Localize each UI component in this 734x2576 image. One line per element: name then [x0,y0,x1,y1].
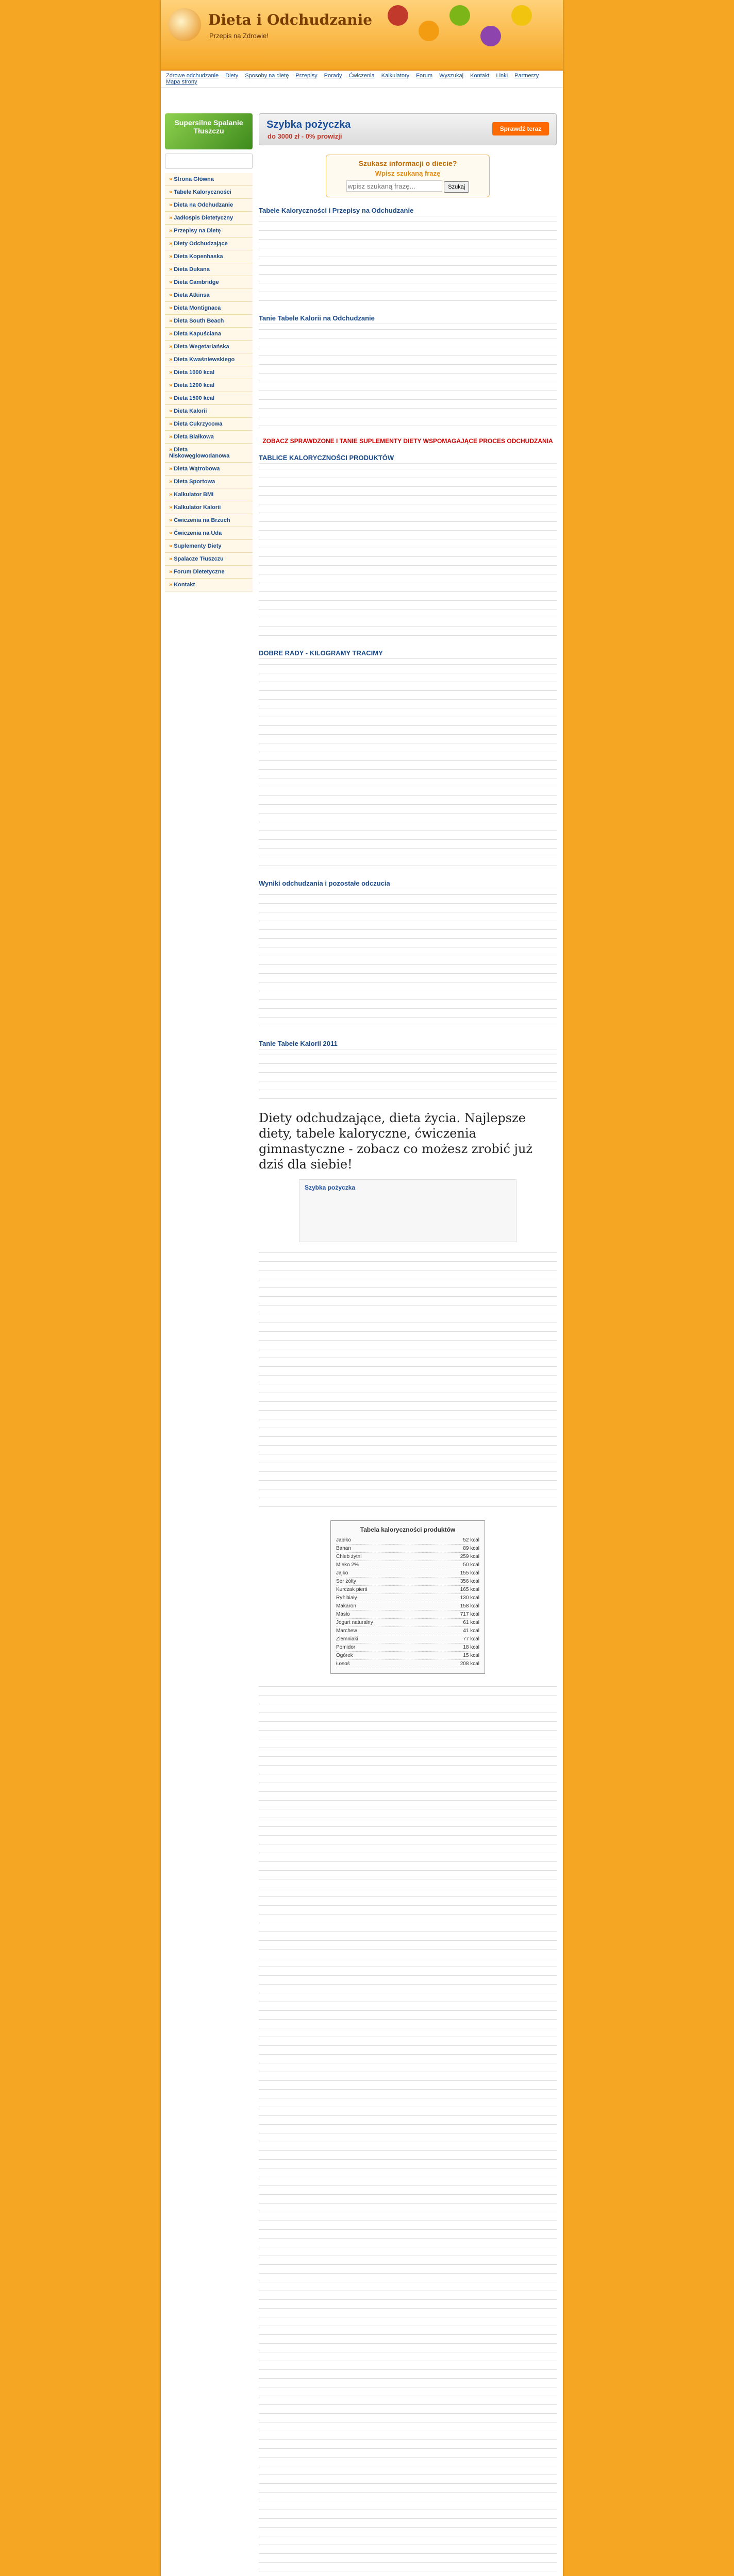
search-input[interactable] [346,180,442,192]
table-cell: Ziemniaki [336,1636,358,1642]
topnav-item[interactable]: Zdrowe odchudzanie [166,73,219,79]
sidebar-menu-item[interactable]: » Dieta Białkowa [165,431,253,444]
sidebar-menu-item[interactable]: » Forum Dietetyczne [165,566,253,579]
sidebar-banner[interactable]: Supersilne Spalanie Tłuszczu [165,113,253,149]
search-question: Szukasz informacji o diecie? [358,159,457,167]
sidebar-menu-item[interactable]: » Strona Główna [165,173,253,186]
article-text-block [259,466,557,640]
table-cell: Pomidor [336,1644,356,1650]
sidebar-menu-item[interactable]: » Spalacze Tłuszczu [165,553,253,566]
search-panel [326,155,490,197]
section-heading: Tanie Tabele Kalorii na Odchudzanie [259,314,557,324]
table-cell: Mleko 2% [336,1562,359,1568]
sidebar-menu-item[interactable]: » Kalkulator Kalorii [165,501,253,514]
section-heading: TABLICE KALORYCZNOŚCI PRODUKTÓW [259,454,557,464]
sidebar-menu-item[interactable]: » Dieta na Odchudzanie [165,199,253,212]
topnav-item[interactable]: Diety [225,73,239,79]
page-wrapper [161,0,563,2576]
table-cell: Kurczak pierś [336,1586,368,1592]
table-row [336,1594,479,1602]
table-cell: Marchew [336,1628,357,1634]
table-cell: Jajko [336,1570,348,1576]
table-cell: 18 kcal [463,1644,479,1650]
table-row [336,1569,479,1578]
table-row [336,1627,479,1635]
topnav-item[interactable]: Forum [416,73,433,79]
top-navigation [161,71,563,88]
topnav-item[interactable]: Partnerzy [514,73,539,79]
inline-ad-block[interactable] [299,1179,516,1242]
sidebar-menu-item[interactable]: » Dieta Sportowa [165,476,253,488]
sidebar-menu-item[interactable]: » Dieta Cambridge [165,276,253,289]
sidebar-menu-item[interactable]: » Dieta Cukrzycowa [165,418,253,431]
section-heading: DOBRE RADY - KILOGRAMY TRACIMY [259,649,557,659]
article-text-block [259,661,557,870]
topnav-item[interactable]: Sposoby na dietę [245,73,289,79]
topnav-item[interactable]: Przepisy [295,73,318,79]
table-cell: Masło [336,1611,350,1617]
topnav-item[interactable]: Ćwiczenia [348,73,375,79]
table-cell: 41 kcal [463,1628,479,1634]
sidebar-menu-item[interactable]: » Dieta 1000 kcal [165,366,253,379]
article-text-block [259,1052,557,1103]
search-subtitle: Wpisz szukaną frazę [375,170,441,177]
table-cell: 130 kcal [460,1595,479,1601]
table-cell: 77 kcal [463,1636,479,1642]
table-row [336,1660,479,1668]
section-heading: Tanie Tabele Kalorii 2011 [259,1040,557,1049]
sidebar-menu-item[interactable]: » Dieta Wątrobowa [165,463,253,476]
table-cell: 61 kcal [463,1619,479,1625]
sidebar-menu-item[interactable]: » Ćwiczenia na Uda [165,527,253,540]
sidebar-menu-item[interactable]: » Dieta Kalorii [165,405,253,418]
table-cell: 259 kcal [460,1553,479,1560]
table-cell: Jabłko [336,1537,351,1543]
ad-subtitle: do 3000 zł - 0% prowizji [268,132,342,140]
calorie-table-title: Tabela kaloryczności produktów [360,1526,456,1533]
topnav-item[interactable]: Wyszukaj [439,73,464,79]
site-header [161,0,563,71]
article-text-block [259,218,557,305]
site-title[interactable]: Dieta i Odchudzanie [208,11,373,28]
table-cell: 165 kcal [460,1586,479,1592]
article-text-block [259,326,557,430]
sidebar-menu-item[interactable]: » Przepisy na Dietę [165,225,253,238]
sidebar-menu-item[interactable]: » Dieta 1200 kcal [165,379,253,392]
table-cell: 155 kcal [460,1570,479,1576]
sidebar-menu-item[interactable]: » Dieta 1500 kcal [165,392,253,405]
table-row [336,1619,479,1627]
table-row [336,1602,479,1611]
topnav-item[interactable]: Linki [496,73,508,79]
sidebar-search-input[interactable] [165,154,253,169]
table-row [336,1561,479,1569]
sidebar-menu-item[interactable]: » Kontakt [165,579,253,591]
sidebar-menu-item[interactable]: » Dieta Niskowęglowodanowa [165,444,253,463]
top-ad-banner[interactable] [259,113,557,145]
ad-cta-button[interactable]: Sprawdź teraz [492,122,549,135]
table-row [336,1536,479,1545]
site-subtitle: Przepis na Zdrowie! [209,32,269,40]
sidebar-menu-item[interactable]: » Dieta Kwaśniewskiego [165,353,253,366]
sidebar-menu-item[interactable]: » Jadłospis Dietetyczny [165,212,253,225]
apple-icon [388,5,408,26]
section-heading: Wyniki odchudzania i pozostałe odczucia [259,879,557,889]
ad-title: Szybka pożyczka [266,119,351,130]
table-cell: Jogurt naturalny [336,1619,373,1625]
table-row [336,1586,479,1594]
sidebar-menu-item[interactable]: » Ćwiczenia na Brzuch [165,514,253,527]
table-cell: 208 kcal [460,1660,479,1667]
topnav-item[interactable]: Porady [324,73,342,79]
article-text-block [259,1249,557,1511]
sidebar-menu-item[interactable]: » Dieta Kapuściana [165,328,253,341]
orange-icon [419,21,439,41]
logo-icon[interactable] [168,8,201,41]
table-row [336,1611,479,1619]
table-row [336,1578,479,1586]
table-row [336,1635,479,1643]
table-row [336,1553,479,1561]
topnav-item[interactable]: Mapa strony [166,79,197,85]
calorie-table [330,1520,485,1674]
table-cell: Chleb żytni [336,1553,362,1560]
sidebar-menu-item[interactable]: » Dieta Wegetariańska [165,341,253,353]
topnav-item[interactable]: Kontakt [470,73,490,79]
sidebar-menu-item[interactable]: » Suplementy Diety [165,540,253,553]
table-cell: Łosoś [336,1660,350,1667]
inline-ad-title: Szybka pożyczka [305,1183,356,1191]
table-cell: Ogórek [336,1652,353,1658]
sidebar-menu [165,173,253,591]
sidebar-menu-item[interactable]: » Tabele Kaloryczności [165,186,253,199]
table-cell: 158 kcal [460,1603,479,1609]
section-heading: Tabele Kaloryczności i Przepisy na Odchudzanie [259,207,557,216]
sidebar-menu-item[interactable]: » Dieta Dukana [165,263,253,276]
table-cell: 52 kcal [463,1537,479,1543]
table-row [336,1652,479,1660]
supplement-warning-link[interactable]: ZOBACZ SPRAWDZONE I TANIE SUPLEMENTY DIETY WSPOMAGAJĄCE PROCES ODCHUDZANIA [262,437,553,445]
lime-icon [449,5,470,26]
sidebar-menu-item[interactable]: » Dieta South Beach [165,315,253,328]
table-cell: 89 kcal [463,1545,479,1551]
table-row [336,1643,479,1652]
table-cell: 50 kcal [463,1562,479,1568]
sidebar-menu-item[interactable]: » Diety Odchudzające [165,238,253,250]
table-cell: 717 kcal [460,1611,479,1617]
main-content [259,113,557,2576]
table-cell: Ser żółty [336,1578,356,1584]
sidebar-menu-item[interactable]: » Dieta Atkinsa [165,289,253,302]
sidebar [165,113,253,591]
table-cell: 15 kcal [463,1652,479,1658]
search-button[interactable]: Szukaj [444,181,469,193]
sidebar-menu-item[interactable]: » Kalkulator BMI [165,488,253,501]
table-cell: Ryż biały [336,1595,357,1601]
topnav-item[interactable]: Kalkulatory [381,73,410,79]
table-cell: Makaron [336,1603,356,1609]
table-cell: 356 kcal [460,1578,479,1584]
highlight-quote: Diety odchudzające, dieta życia. Najlepsze diety, tabele kaloryczne, ćwiczenia gimnastyczne - zobacz co możesz zrobić już dziś dla siebie! [259,1110,533,1172]
sidebar-menu-item[interactable]: » Dieta Kopenhaska [165,250,253,263]
sidebar-menu-item[interactable]: » Dieta Montignaca [165,302,253,315]
article-text-block [259,1683,557,2576]
lemon-icon [511,5,532,26]
table-row [336,1545,479,1553]
plum-icon [480,26,501,46]
table-cell: Banan [336,1545,351,1551]
article-text-block [259,891,557,1030]
